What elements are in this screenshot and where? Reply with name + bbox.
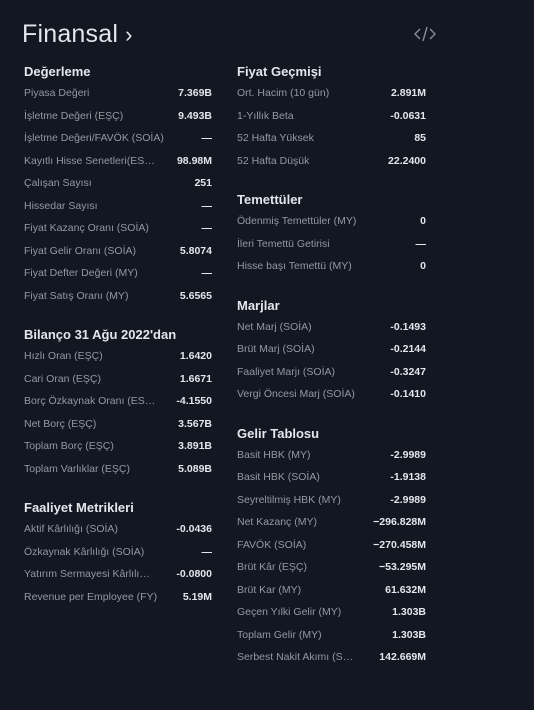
metric-value: -0.3247 bbox=[390, 365, 426, 378]
metric-row[interactable] bbox=[237, 579, 426, 602]
metric-row[interactable] bbox=[237, 556, 426, 579]
section-title: Marjlar bbox=[237, 297, 280, 313]
section-title: Gelir Tablosu bbox=[237, 425, 320, 441]
metric-label: Brüt Kar (MY) bbox=[237, 583, 302, 596]
metric-row[interactable] bbox=[237, 466, 426, 489]
section-gelir-tablosu bbox=[237, 424, 426, 669]
section-bilanco-31-agu-2022-dan bbox=[24, 325, 212, 480]
metric-label: İşletme Değeri/FAVÖK (SOİA) bbox=[24, 132, 164, 145]
left-column bbox=[24, 62, 212, 608]
metric-value: 85 bbox=[414, 132, 426, 145]
metric-label: Seyreltilmiş HBK (MY) bbox=[237, 493, 341, 506]
metric-label: Basit HBK (MY) bbox=[237, 448, 311, 461]
metric-label: Geçen Yılki Gelir (MY) bbox=[237, 606, 342, 619]
metric-value: — bbox=[201, 222, 212, 235]
section-title: Fiyat Geçmişi bbox=[237, 64, 322, 79]
metric-label: Hisse başı Temettü (MY) bbox=[237, 260, 352, 273]
metric-value: 251 bbox=[194, 177, 212, 190]
metric-label: Net Marj (SOİA) bbox=[237, 320, 312, 333]
metric-value: -0.0436 bbox=[176, 523, 212, 536]
metric-row[interactable] bbox=[237, 601, 426, 624]
metric-value: 9.493B bbox=[178, 109, 212, 122]
metric-row[interactable] bbox=[237, 316, 426, 339]
metric-label: Vergi Öncesi Marj (SOİA) bbox=[237, 388, 355, 401]
metric-label: Serbest Nakit Akımı (S… bbox=[237, 651, 354, 664]
metric-row[interactable] bbox=[24, 586, 212, 609]
metric-value: 22.2400 bbox=[388, 154, 426, 167]
chevron-right-icon[interactable]: › bbox=[125, 22, 133, 47]
section-gap bbox=[24, 307, 212, 325]
metric-label: Ort. Hacim (10 gün) bbox=[237, 87, 330, 100]
metric-label: Borç Özkaynak Oranı (ES… bbox=[24, 395, 156, 408]
metric-label: Net Borç (EŞÇ) bbox=[24, 417, 97, 430]
metric-row[interactable] bbox=[237, 444, 426, 467]
metric-value: — bbox=[201, 132, 212, 145]
financials-header[interactable] bbox=[22, 16, 132, 52]
right-column bbox=[237, 62, 426, 669]
metric-value: −296.828M bbox=[373, 516, 426, 529]
metric-value: 1.303B bbox=[392, 628, 426, 641]
metric-value: 5.6565 bbox=[179, 289, 212, 302]
metric-row[interactable] bbox=[24, 82, 212, 105]
metric-label: Toplam Borç (EŞÇ) bbox=[24, 440, 114, 453]
metric-label: Özkaynak Kârlılığı (SOİA) bbox=[24, 545, 145, 558]
metric-row[interactable] bbox=[237, 511, 426, 534]
metric-label: İşletme Değeri (EŞÇ) bbox=[24, 109, 124, 122]
section-title: Temettüler bbox=[237, 192, 303, 207]
metric-row[interactable] bbox=[237, 105, 426, 128]
metric-value: 5.19M bbox=[182, 590, 212, 603]
metric-value: -0.0800 bbox=[176, 568, 212, 581]
section-title: Faaliyet Metrikleri bbox=[24, 500, 134, 515]
metric-row[interactable] bbox=[24, 563, 212, 586]
metric-value: 5.089B bbox=[178, 462, 212, 475]
metric-label: Hissedar Sayısı bbox=[24, 199, 98, 212]
metric-label: Fiyat Gelir Oranı (SOİA) bbox=[24, 244, 137, 257]
section-gap bbox=[237, 172, 426, 190]
section-gap bbox=[237, 406, 426, 424]
metric-row[interactable] bbox=[24, 435, 212, 458]
metric-row[interactable] bbox=[237, 624, 426, 647]
metric-value: -0.2144 bbox=[390, 343, 426, 356]
metric-label: 1-Yıllık Beta bbox=[237, 109, 294, 122]
metric-row[interactable] bbox=[24, 541, 212, 564]
metric-row[interactable] bbox=[24, 240, 212, 263]
section-gap bbox=[24, 480, 212, 498]
metric-label: Kayıtlı Hisse Senetleri(ES… bbox=[24, 154, 155, 167]
metric-value: -2.9989 bbox=[390, 493, 426, 506]
metric-row[interactable] bbox=[24, 345, 212, 368]
metric-label: 52 Hafta Düşük bbox=[237, 154, 310, 167]
metric-row[interactable] bbox=[237, 534, 426, 557]
metric-label: Aktif Kârlılığı (SOİA) bbox=[24, 523, 118, 536]
metric-label: Fiyat Satış Oranı (MY) bbox=[24, 289, 129, 302]
metric-row[interactable] bbox=[24, 195, 212, 218]
metric-row[interactable] bbox=[24, 105, 212, 128]
metric-value: 2.891M bbox=[390, 87, 426, 100]
metric-label: Piyasa Değeri bbox=[24, 87, 90, 100]
metric-label: Yatırım Sermayesi Kârlılı… bbox=[24, 568, 150, 581]
section-gap bbox=[237, 278, 426, 296]
section-fiyat-gecmisi bbox=[237, 62, 426, 172]
page-title[interactable]: Finansal bbox=[22, 19, 119, 48]
metric-value: −53.295M bbox=[379, 561, 426, 574]
metric-value: 142.669M bbox=[379, 651, 426, 664]
metric-value: -4.1550 bbox=[176, 395, 212, 408]
section-temettuler bbox=[237, 190, 426, 278]
metric-value: -2.9989 bbox=[390, 448, 426, 461]
section-title: Değerleme bbox=[24, 64, 91, 79]
metric-label: Basit HBK (SOİA) bbox=[237, 471, 320, 484]
metric-row[interactable] bbox=[237, 233, 426, 256]
metric-label: Toplam Gelir (MY) bbox=[237, 628, 322, 641]
metric-row[interactable] bbox=[24, 413, 212, 436]
metric-value: -0.0631 bbox=[390, 109, 426, 122]
metric-row[interactable] bbox=[24, 390, 212, 413]
metric-row[interactable] bbox=[237, 255, 426, 278]
metric-label: Ödenmiş Temettüler (MY) bbox=[237, 215, 357, 228]
metric-row[interactable] bbox=[24, 458, 212, 481]
metric-label: Revenue per Employee (FY) bbox=[24, 590, 158, 603]
section-title: Bilanço 31 Ağu 2022'dan bbox=[24, 327, 177, 342]
metric-value: 0 bbox=[420, 215, 426, 228]
metric-label: Fiyat Defter Değeri (MY) bbox=[24, 267, 138, 280]
metric-label: Brüt Marj (SOİA) bbox=[237, 343, 315, 356]
metric-value: 0 bbox=[420, 260, 426, 273]
metric-row[interactable] bbox=[237, 210, 426, 233]
metric-value: 7.369B bbox=[178, 87, 212, 100]
metric-row[interactable] bbox=[24, 172, 212, 195]
metric-row[interactable] bbox=[24, 285, 212, 308]
metric-label: Fiyat Kazanç Oranı (SOİA) bbox=[24, 222, 149, 235]
metric-value: — bbox=[201, 545, 212, 558]
metric-row[interactable] bbox=[24, 518, 212, 541]
metric-label: Cari Oran (EŞÇ) bbox=[24, 372, 102, 385]
metric-label: FAVÖK (SOİA) bbox=[237, 538, 307, 551]
metric-value: 3.567B bbox=[178, 417, 212, 430]
metric-value: — bbox=[201, 199, 212, 212]
metric-label: Toplam Varlıklar (EŞÇ) bbox=[24, 462, 130, 475]
metric-row[interactable] bbox=[24, 368, 212, 391]
metric-row[interactable] bbox=[237, 127, 426, 150]
metric-label: 52 Hafta Yüksek bbox=[237, 132, 314, 145]
section-degerleme bbox=[24, 62, 212, 307]
metric-value: — bbox=[415, 237, 426, 250]
metric-row[interactable] bbox=[24, 127, 212, 150]
metric-value: 98.98M bbox=[176, 154, 212, 167]
metric-row[interactable] bbox=[237, 150, 426, 173]
metric-label: Brüt Kâr (EŞÇ) bbox=[237, 561, 308, 574]
metric-row[interactable] bbox=[237, 489, 426, 512]
metric-value: 5.8074 bbox=[179, 244, 212, 257]
metric-value: — bbox=[201, 267, 212, 280]
metric-label: İleri Temettü Getirisi bbox=[237, 237, 330, 250]
metric-row[interactable] bbox=[237, 338, 426, 361]
metric-label: Hızlı Oran (EŞÇ) bbox=[24, 350, 103, 363]
metric-label: Faaliyet Marjı (SOİA) bbox=[237, 365, 336, 378]
metric-value: -1.9138 bbox=[390, 471, 426, 484]
metric-value: 1.6671 bbox=[179, 372, 212, 385]
metric-row[interactable] bbox=[237, 383, 426, 406]
section-faaliyet-metrikleri bbox=[24, 498, 212, 608]
metric-value: −270.458M bbox=[373, 538, 426, 551]
embed-code-icon[interactable] bbox=[413, 24, 437, 44]
metric-row[interactable] bbox=[237, 646, 426, 669]
metric-label: Çalışan Sayısı bbox=[24, 177, 92, 190]
metric-label: Net Kazanç (MY) bbox=[237, 516, 317, 529]
metric-value: 1.303B bbox=[392, 606, 426, 619]
metric-row[interactable] bbox=[237, 82, 426, 105]
metric-value: 3.891B bbox=[178, 440, 212, 453]
metric-value: 1.6420 bbox=[179, 350, 212, 363]
metric-row[interactable] bbox=[24, 217, 212, 240]
metric-value: -0.1493 bbox=[390, 320, 426, 333]
metric-value: 61.632M bbox=[385, 583, 426, 596]
metric-value: -0.1410 bbox=[390, 388, 426, 401]
section-marjlar bbox=[237, 296, 426, 406]
metric-row[interactable] bbox=[24, 150, 212, 173]
metric-row[interactable] bbox=[24, 262, 212, 285]
metric-row[interactable] bbox=[237, 361, 426, 384]
